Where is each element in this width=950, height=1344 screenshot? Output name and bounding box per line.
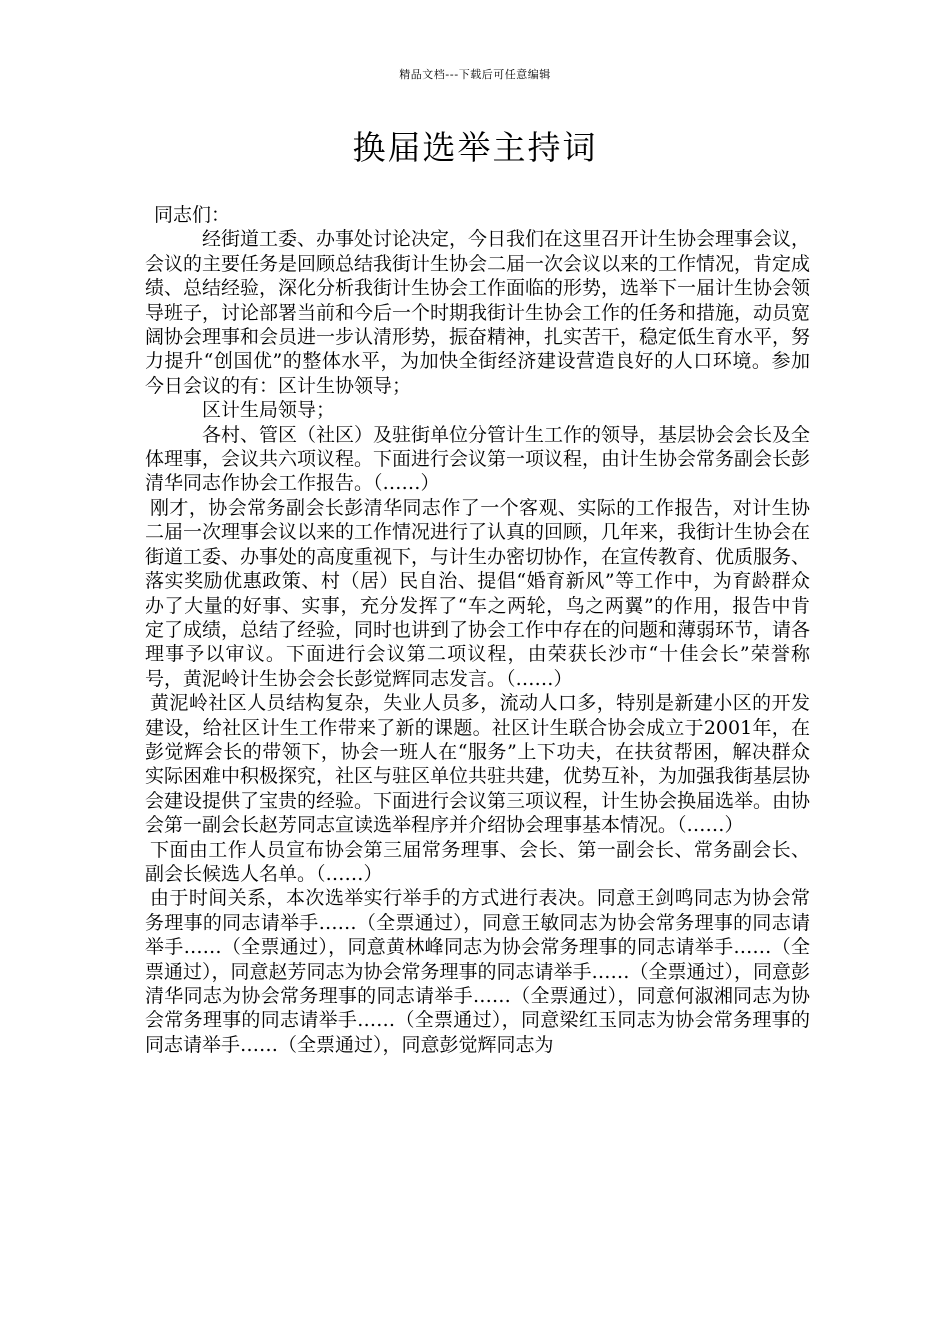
paragraph-opening: 经街道工委、办事处讨论决定，今日我们在这里召开计生协会理事会议，会议的主要任务是回顾总结我街计生协会二届一次会议以来的工作情况，肯定成绩、总结经验，深化分析我街计生协会工作面临的形势，选举下一届计生协会领导班子，讨论部署当前和今后一个时期我街计生协会工作的任务和措施，动员宽阔协会理事和会员进一步认清形势，振奋精神，扎实苦干，稳定低生育水平，努力提升“创国优”的整体水平，为加快全街经济建设营造良好的人口环境。参加今日会议的有：区计生协领导； [145, 228, 811, 397]
paragraph-candidates: 下面由工作人员宣布协会第三届常务理事、会长、第一副会长、常务副会长、副会长候选人名单。（……） [145, 838, 810, 885]
paragraph-agenda-one: 各村、管区（社区）及驻街单位分管计生工作的领导，基层协会会长及全体理事，会议共六项议程。下面进行会议第一项议程，由计生协会常务副会长彭清华同志作协会工作报告。（……） [145, 423, 811, 495]
paragraph-attendees: 区计生局领导； [202, 399, 336, 422]
paragraph-voting: 由于时间关系，本次选举实行举手的方式进行表决。同意王剑鸣同志为协会常务理事的同志请举手……（全票通过），同意王敏同志为协会常务理事的同志请举手……（全票通过），同意黄林峰同志为协会常务理事的同志请举手……（全票通过），同意赵芳同志为协会常务理事的同志请举手……（全票通过），同意彭清华同志为协会常务理事的同志请举手……（全票通过），同意何淑湘同志为协会常务理事的同志请举手……（全票通过），同意梁红玉同志为协会常务理事的同志请举手……（全票通过），同意彭觉辉同志为 [145, 887, 811, 1056]
salutation: 同志们： [154, 204, 231, 226]
document-title: 换届选举主持词 [352, 128, 598, 167]
paragraph-report-review: 刚才，协会常务副会长彭清华同志作了一个客观、实际的工作报告，对计生协二届一次理事会议以来的工作情况进行了认真的回顾，几年来，我街计生协会在街道工委、办事处的高度重视下，与计生办密切协作，在宣传教育、优质服务、落实奖励优惠政策、村（居）民自治、提倡“婚育新风”等工作中，为育龄群众办了大量的好事、实事，充分发挥了“车之两轮，鸟之两翼”的作用，报告中肯定了成绩，总结了经验，同时也讲到了协会工作中存在的问题和薄弱环节，请各理事予以审议。下面进行会议第二项议程，由荣获长沙市“十佳会长”荣誉称号，黄泥岭计生协会会长彭觉辉同志发言。（……） [145, 496, 811, 690]
header-note: 精品文档---下载后可任意编辑 [399, 68, 551, 81]
document-body [145, 203, 810, 1057]
paragraph-community: 黄泥岭社区人员结构复杂，失业人员多，流动人口多，特别是新建小区的开发建设，给社区计生工作带来了新的课题。社区计生联合协会成立于2001年，在彭觉辉会长的带领下，协会一班人在“服务”上下功夫，在扶贫帮困，解决群众实际困难中积极探究，社区与驻区单位共驻共建，优势互补，为加强我街基层协会建设提供了宝贵的经验。下面进行会议第三项议程，计生协会换届选举。由协会第一副会长赵芳同志宣读选举程序并介绍协会理事基本情况。（……） [145, 692, 811, 837]
